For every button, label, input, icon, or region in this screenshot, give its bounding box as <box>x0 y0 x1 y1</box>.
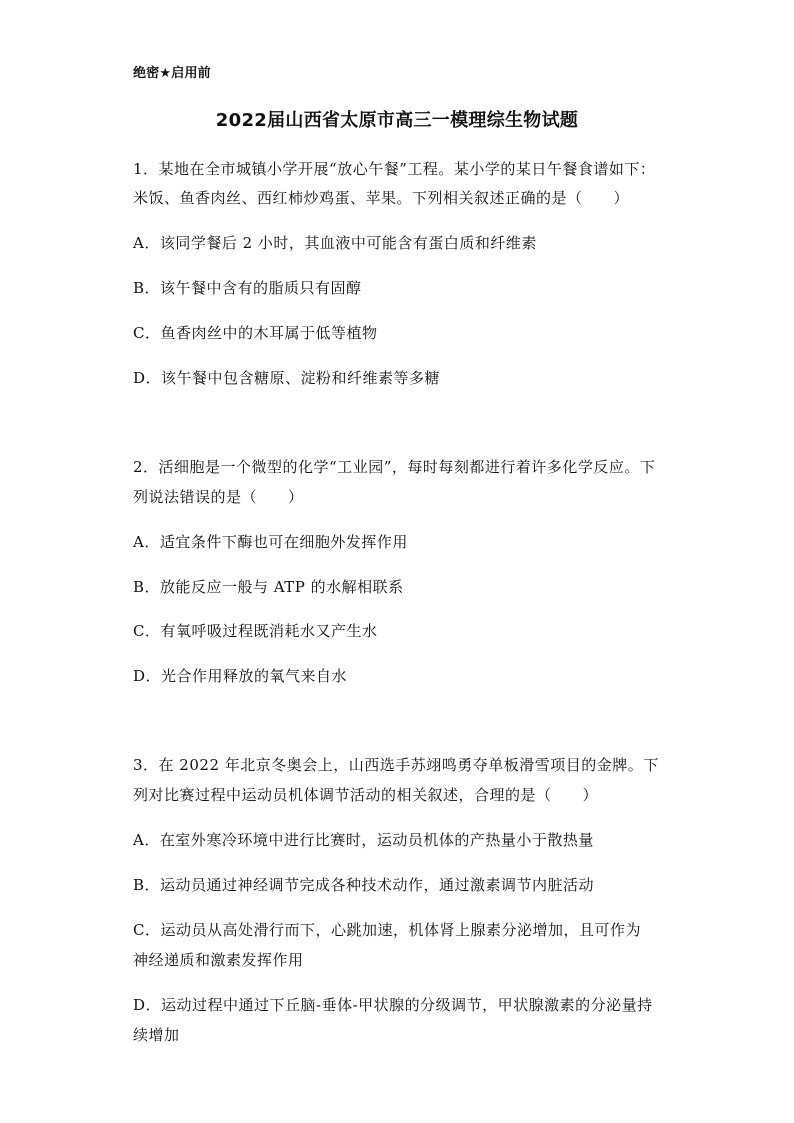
confidential-mark: 绝密★启用前 <box>133 66 211 81</box>
question-2-option-b: B．放能反应一般与 ATP 的水解相联系 <box>133 578 404 596</box>
question-2-stem-line-2: 列说法错误的是（ ） <box>133 488 304 506</box>
question-1-stem-line-1: 1．某地在全市城镇小学开展“放心午餐”工程。某小学的某日午餐食谱如下： <box>133 160 656 178</box>
question-1-option-d: D．该午餐中包含糖原、淀粉和纤维素等多糖 <box>133 369 441 387</box>
question-3-option-c-line-1: C．运动员从高处滑行而下，心跳加速，机体肾上腺素分泌增加，且可作为 <box>133 921 641 939</box>
question-3-stem-line-1: 3．在 2022 年北京冬奥会上，山西选手苏翊鸣勇夺单板滑雪项目的金牌。下 <box>133 756 659 774</box>
question-1-option-a: A．该同学餐后 2 小时，其血液中可能含有蛋白质和纤维素 <box>133 234 537 252</box>
question-2-option-a: A．适宜条件下酶也可在细胞外发挥作用 <box>133 533 408 551</box>
question-3-stem-line-2: 列对比赛过程中运动员机体调节活动的相关叙述，合理的是（ ） <box>133 786 599 804</box>
exam-title: 2022届山西省太原市高三一模理综生物试题 <box>215 110 579 131</box>
question-2-option-c: C．有氧呼吸过程既消耗水又产生水 <box>133 622 378 640</box>
question-1-stem-line-2: 米饭、鱼香肉丝、西红柿炒鸡蛋、苹果。下列相关叙述正确的是（ ） <box>133 189 630 207</box>
question-1-option-c: C．鱼香肉丝中的木耳属于低等植物 <box>133 324 378 342</box>
question-2-stem-line-1: 2．活细胞是一个微型的化学“工业园”，每时每刻都进行着许多化学反应。下 <box>133 458 656 476</box>
question-1-option-b: B．该午餐中含有的脂质只有固醇 <box>133 279 362 297</box>
question-2-option-d: D．光合作用释放的氧气来自水 <box>133 667 348 685</box>
question-3-option-c-line-2: 神经递质和激素发挥作用 <box>133 951 304 969</box>
question-3-option-a: A．在室外寒冷环境中进行比赛时，运动员机体的产热量小于散热量 <box>133 831 594 849</box>
question-3-option-b: B．运动员通过神经调节完成各种技术动作，通过激素调节内脏活动 <box>133 876 595 894</box>
question-3-option-d-line-1: D．运动过程中通过下丘脑-垂体-甲状腺的分级调节，甲状腺激素的分泌量持 <box>133 996 653 1014</box>
question-3-option-d-line-2: 续增加 <box>133 1026 180 1044</box>
